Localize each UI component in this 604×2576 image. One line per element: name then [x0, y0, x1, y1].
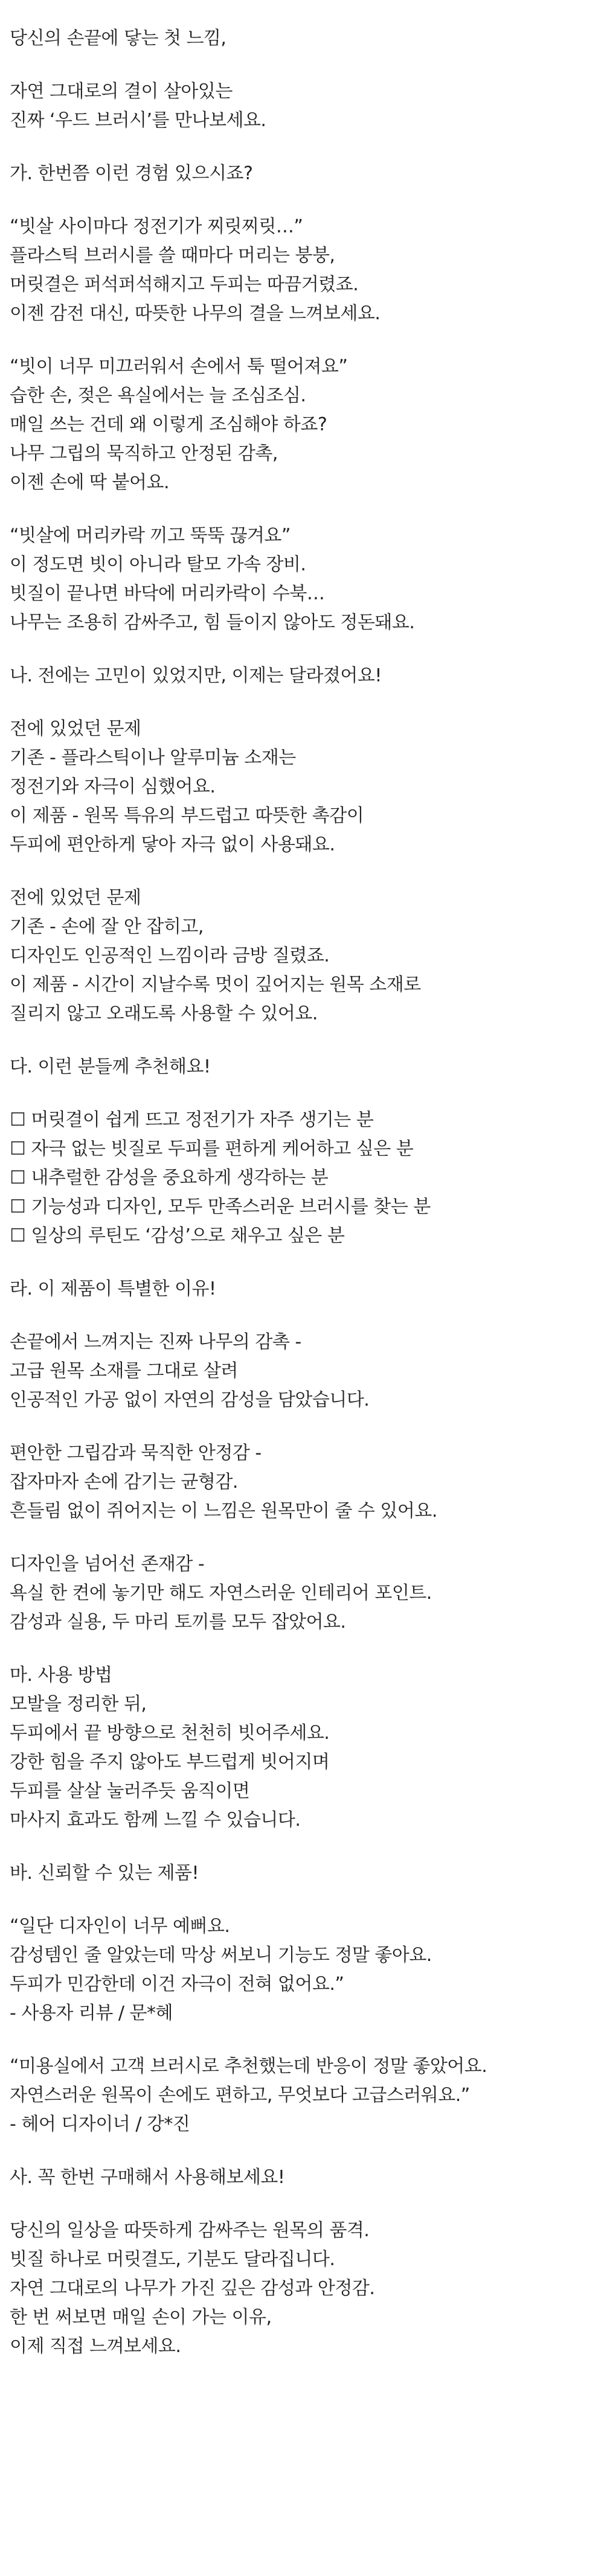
review-2: [10, 2052, 604, 2139]
text-line: 습한 손, 젖은 욕실에서는 늘 조심조심.: [10, 385, 306, 406]
section-heading: 가. 한번쯤 이런 경험 있으시죠?: [10, 163, 253, 184]
text-line: 잡자마자 손에 감기는 균형감.: [10, 1471, 238, 1493]
section-heading: 사. 꼭 한번 구매해서 사용해보세요!: [10, 2167, 285, 2188]
text-line: 이 제품 - 원목 특유의 부드럽고 따뜻한 촉감이: [10, 805, 364, 826]
text-line: 전에 있었던 문제: [10, 887, 141, 908]
text-line: “빗살 사이마다 정전기가 찌릿찌릿…”: [10, 216, 303, 237]
text-line: 이 정도면 빗이 아니라 탈모 가속 장비.: [10, 554, 306, 575]
review-line: “미용실에서 고객 브러시로 추천했는데 반응이 정말 좋았어요.: [10, 2056, 487, 2077]
closing-block: [10, 2216, 604, 2361]
text-line: 인공적인 가공 없이 자연의 감성을 담았습니다.: [10, 1389, 370, 1411]
checklist-item: ☐ 머릿결이 쉽게 뜨고 정전기가 자주 생기는 분: [10, 1109, 374, 1130]
review-line: 자연스러운 원목이 손에도 편하고, 무엇보다 고급스러워요.”: [10, 2085, 470, 2106]
text-line: 두피에서 끝 방향으로 천천히 빗어주세요.: [10, 1723, 330, 1744]
text-line: 나무 그립의 묵직하고 안정된 감촉,: [10, 443, 278, 464]
text-line: 이제 직접 느껴보세요.: [10, 2336, 181, 2357]
text-line: 매일 쓰는 건데 왜 이렇게 조심해야 하죠?: [10, 414, 327, 435]
review-line: 두피가 민감한데 이건 자극이 전혀 없어요.”: [10, 1974, 344, 1995]
text-line: “빗살에 머리카락 끼고 뚝뚝 끊겨요”: [10, 525, 291, 546]
section-f-heading-block: [10, 1859, 604, 1888]
text-line: 고급 원목 소재를 그대로 살려: [10, 1360, 238, 1382]
text-line: 한 번 써보면 매일 손이 가는 이유,: [10, 2307, 272, 2328]
section-a-heading-block: [10, 159, 604, 188]
usage-block: [10, 1661, 604, 1835]
text-line: “빗이 너무 미끄러워서 손에서 툭 떨어져요”: [10, 356, 348, 377]
review-author: - 사용자 리뷰 / 문*혜: [10, 2003, 173, 2024]
section-b-paragraph-2: [10, 884, 604, 1028]
section-d-paragraph-3: [10, 1550, 604, 1637]
text-line: 편안한 그립감과 묵직한 안정감 -: [10, 1443, 262, 1464]
text-line: 빗질이 끝나면 바닥에 머리카락이 수북…: [10, 583, 325, 604]
intro-line: 자연 그대로의 결이 살아있는: [10, 81, 233, 102]
text-line: 두피를 살살 눌러주듯 움직이면: [10, 1781, 250, 1802]
checklist-item: ☐ 자극 없는 빗질로 두피를 편하게 케어하고 싶은 분: [10, 1138, 414, 1159]
text-line: 욕실 한 켠에 놓기만 해도 자연스러운 인테리어 포인트.: [10, 1583, 432, 1604]
review-line: “일단 디자인이 너무 예뻐요.: [10, 1916, 230, 1937]
text-line: 감성과 실용, 두 마리 토끼를 모두 잡았어요.: [10, 1612, 346, 1633]
section-b-heading-block: [10, 662, 604, 690]
checklist-item: ☐ 일상의 루틴도 ‘감성’으로 채우고 싶은 분: [10, 1225, 345, 1246]
section-a-paragraph-3: [10, 521, 604, 637]
checklist-item: ☐ 기능성과 디자인, 모두 만족스러운 브러시를 찾는 분: [10, 1196, 431, 1217]
review-line: 감성템인 줄 알았는데 막상 써보니 기능도 정말 좋아요.: [10, 1945, 432, 1966]
section-d-paragraph-2: [10, 1439, 604, 1526]
text-line: 기존 - 플라스틱이나 알루미늄 소재는: [10, 747, 296, 768]
text-line: 흔들림 없이 쥐어지는 이 느낌은 원목만이 줄 수 있어요.: [10, 1500, 437, 1522]
text-line: 손끝에서 느껴지는 진짜 나무의 감촉 -: [10, 1331, 301, 1353]
text-line: 두피에 편안하게 닿아 자극 없이 사용돼요.: [10, 834, 335, 855]
section-heading: 나. 전에는 고민이 있었지만, 이제는 달라졌어요!: [10, 665, 382, 686]
text-line: 디자인도 인공적인 느낌이라 금방 질렸죠.: [10, 945, 330, 966]
section-heading: 바. 신뢰할 수 있는 제품!: [10, 1863, 199, 1884]
section-c-heading-block: [10, 1053, 604, 1082]
text-line: 플라스틱 브러시를 쓸 때마다 머리는 붕붕,: [10, 245, 335, 266]
text-line: 전에 있었던 문제: [10, 718, 141, 739]
section-b-paragraph-1: [10, 715, 604, 859]
section-heading: 라. 이 제품이 특별한 이유!: [10, 1278, 216, 1299]
text-line: 이 제품 - 시간이 지날수록 멋이 깊어지는 원목 소재로: [10, 974, 421, 995]
recommend-list: [10, 1106, 604, 1251]
text-line: 모발을 정리한 뒤,: [10, 1694, 147, 1715]
text-line: 당신의 일상을 따뜻하게 감싸주는 원목의 품격.: [10, 2220, 370, 2241]
text-line: 이젠 손에 딱 붙어요.: [10, 472, 169, 493]
section-d-heading-block: [10, 1275, 604, 1304]
section-heading: 마. 사용 방법: [10, 1665, 112, 1686]
text-line: 정전기와 자극이 심했어요.: [10, 776, 216, 797]
section-heading: 다. 이런 분들께 추천해요!: [10, 1056, 211, 1077]
text-line: 기존 - 손에 잘 안 잡히고,: [10, 916, 204, 937]
review-1: [10, 1912, 604, 2028]
section-g-heading-block: [10, 2163, 604, 2192]
section-a-paragraph-1: [10, 212, 604, 328]
text-line: 디자인을 넘어선 존재감 -: [10, 1554, 205, 1575]
section-a-paragraph-2: [10, 352, 604, 497]
text-line: 머릿결은 퍼석퍼석해지고 두피는 따끔거렸죠.: [10, 274, 359, 295]
text-line: 마사지 효과도 함께 느낄 수 있습니다.: [10, 1809, 301, 1831]
checklist-item: ☐ 내추럴한 감성을 중요하게 생각하는 분: [10, 1167, 329, 1188]
text-line: 자연 그대로의 나무가 가진 깊은 감성과 안정감.: [10, 2278, 375, 2299]
intro-block: [10, 24, 604, 135]
intro-line: 진짜 ‘우드 브러시’를 만나보세요.: [10, 110, 266, 131]
text-line: 빗질 하나로 머릿결도, 기분도 달라집니다.: [10, 2249, 335, 2270]
text-line: 나무는 조용히 감싸주고, 힘 들이지 않아도 정돈돼요.: [10, 612, 415, 633]
intro-line: 당신의 손끝에 닿는 첫 느낌,: [10, 28, 226, 49]
text-line: 이젠 감전 대신, 따뜻한 나무의 결을 느껴보세요.: [10, 303, 381, 324]
section-d-paragraph-1: [10, 1328, 604, 1415]
review-author: - 헤어 디자이너 / 강*진: [10, 2114, 190, 2135]
text-line: 강한 힘을 주지 않아도 부드럽게 빗어지며: [10, 1752, 330, 1773]
text-line: 질리지 않고 오래도록 사용할 수 있어요.: [10, 1003, 318, 1024]
